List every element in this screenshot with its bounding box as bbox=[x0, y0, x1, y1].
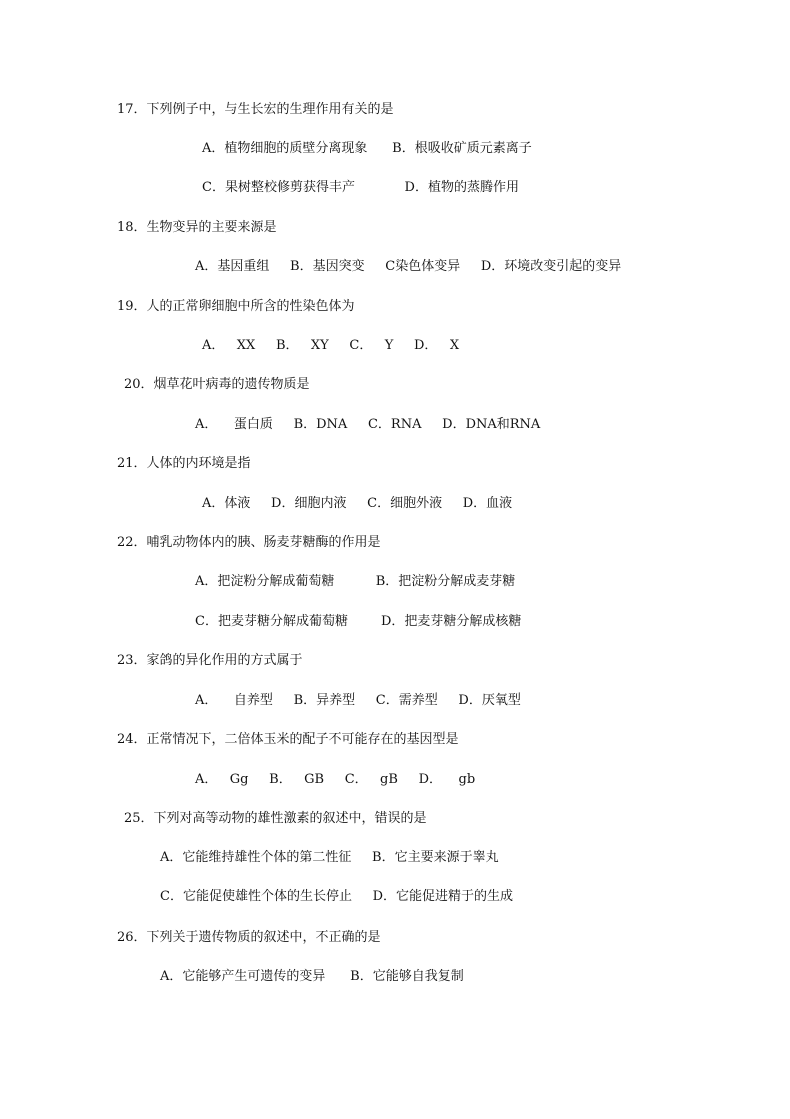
question-25-options-line-1: A．它能维持雄性个体的第二性征 B．它主要来源于睾丸 bbox=[160, 850, 499, 865]
question-25-stem: 25．下列对高等动物的雄性激素的叙述中，错误的是 bbox=[124, 811, 427, 826]
question-17-stem: 17．下列例子中，与生长宏的生理作用有关的是 bbox=[117, 102, 394, 117]
question-26-options-line-1: A．它能够产生可遗传的变异 B．它能够自我复制 bbox=[160, 969, 464, 984]
question-22-stem: 22．哺乳动物体内的胰、肠麦芽糖酶的作用是 bbox=[117, 535, 381, 550]
question-22-options-line-1: A．把淀粉分解成葡萄糖 B．把淀粉分解成麦芽糖 bbox=[195, 574, 516, 589]
question-24-stem: 24．正常情况下，二倍体玉米的配子不可能存在的基因型是 bbox=[117, 732, 459, 747]
question-21-options-line-1: A．体液 D．细胞内液 C．细胞外液 D．血液 bbox=[202, 496, 513, 511]
question-20-options-line-1: A． 蛋白质 B．DNA C．RNA D．DNA和RNA bbox=[195, 417, 541, 432]
question-20-stem: 20．烟草花叶病毒的遗传物质是 bbox=[124, 377, 310, 392]
question-25-options-line-2: C．它能促使雄性个体的生长停止 D．它能促进精于的生成 bbox=[160, 889, 514, 904]
question-18-stem: 18．生物变异的主要来源是 bbox=[117, 220, 277, 235]
question-17-options-line-2: C．果树整校修剪获得丰产 D．植物的蒸腾作用 bbox=[202, 180, 519, 195]
question-23-stem: 23．家鸽的异化作用的方式属于 bbox=[117, 653, 303, 668]
question-22-options-line-2: C．把麦芽糖分解成葡萄糖 D．把麦芽糖分解成核糖 bbox=[195, 614, 522, 629]
question-19-options-line-1: A． XX B． XY C． Y D． X bbox=[202, 338, 460, 353]
question-21-stem: 21．人体的内环境是指 bbox=[117, 456, 251, 471]
question-19-stem: 19．人的正常卵细胞中所含的性染色体为 bbox=[117, 299, 355, 314]
question-18-options-line-1: A．基因重组 B．基因突变 C染色体变异 D．环境改变引起的变异 bbox=[195, 259, 622, 274]
question-17-options-line-1: A．植物细胞的质壁分离现象 B．根吸收矿质元素离子 bbox=[202, 141, 532, 156]
question-26-stem: 26．下列关于遗传物质的叙述中，不正确的是 bbox=[117, 930, 381, 945]
question-23-options-line-1: A． 自养型 B．异养型 C．需养型 D．厌氧型 bbox=[195, 693, 521, 708]
question-24-options-line-1: A． Gg B． GB C． gB D． gb bbox=[195, 772, 476, 787]
